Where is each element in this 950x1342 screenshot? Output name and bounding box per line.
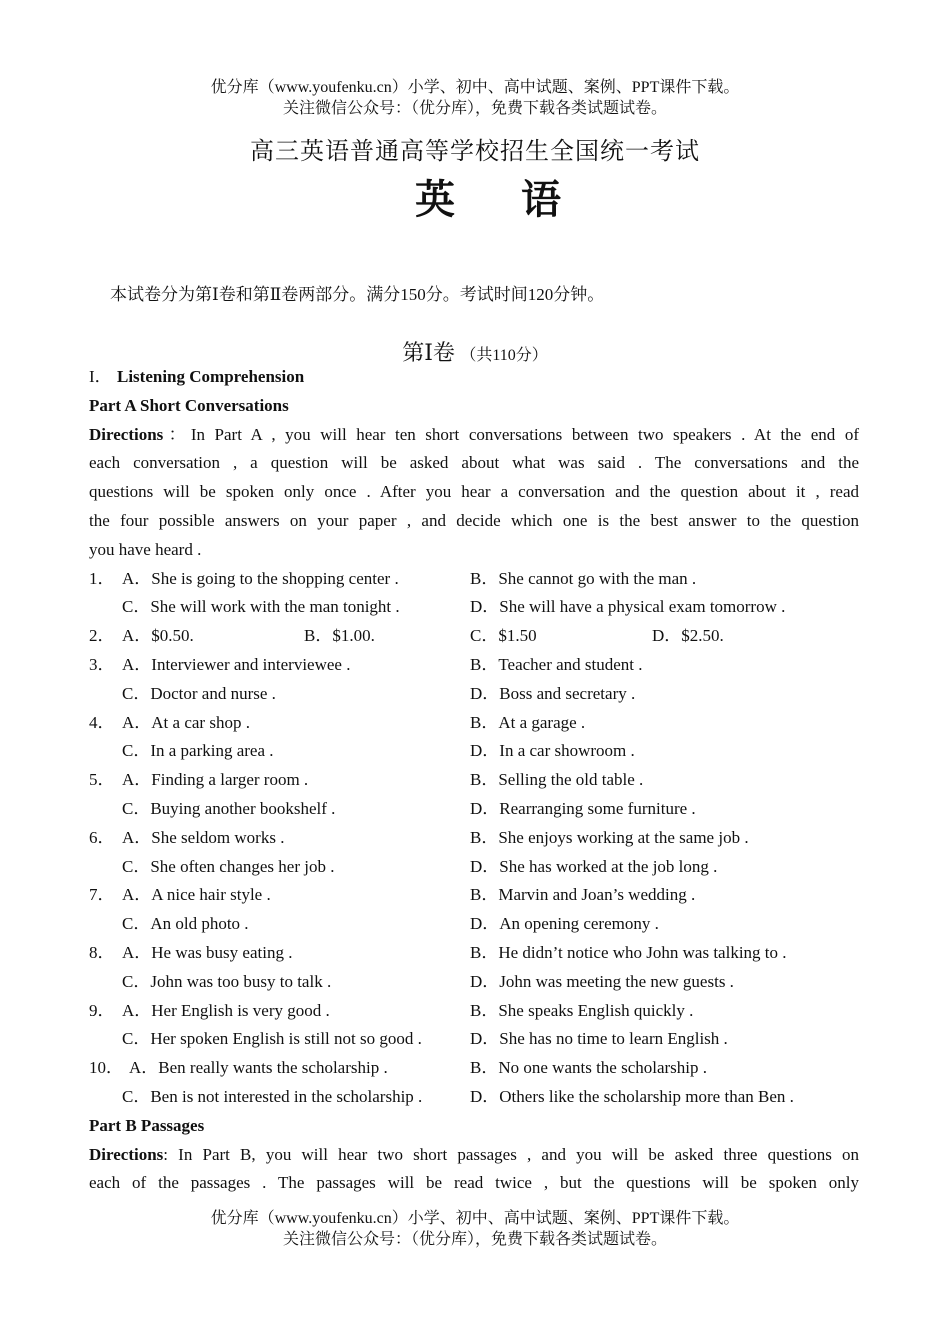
question-number: 7． [89,885,115,905]
question-1 [89,565,859,594]
question-4 [89,709,859,738]
question-6 [89,824,859,853]
question-number: 10． [89,1058,123,1078]
option-b: B．He didn’t notice who John was talking to . [470,942,787,962]
question-10 [89,1054,859,1083]
header-line-2: 关注微信公众号：（优分库），免费下载各类试题试卷。 [282,100,667,117]
option-a: A．A nice hair style . [122,885,271,905]
directions-label: Directions [89,424,164,444]
option-d: D．John was meeting the new guests . [470,971,734,991]
question-2 [89,622,859,651]
option-c: C．John was too busy to talk . [122,971,332,991]
option-a: A．He was busy eating . [122,942,293,962]
option-b: B．Selling the old table . [470,770,644,790]
option-c: C．An old photo . [122,914,249,934]
question-4-cont [89,737,859,766]
directions-line: the four possible answers on your paper , and decide which one is the best answer to the question [89,510,859,530]
part-a-title: Part A Short Conversations [89,395,289,415]
option-a: A．Ben really wants the scholarship . [129,1058,388,1078]
option-c: C．Her spoken English is still not so good . [122,1029,422,1049]
exam-title: 高三英语普通高等学校招生全国统一考试 [250,139,700,165]
question-5-cont [89,795,859,824]
option-b: B．Marvin and Joan’s wedding . [470,885,696,905]
option-d: D．Others like the scholarship more than Ben . [470,1086,794,1106]
option-a: A．At a car shop . [122,712,250,732]
question-number: 5． [89,770,115,790]
question-6-cont [89,853,859,882]
option-d: D．$2.50. [652,626,724,646]
option-d: D．She has no time to learn English . [470,1029,728,1049]
option-b: B．She enjoys working at the same job . [470,827,749,847]
question-3-cont [89,680,859,709]
option-a: A．She is going to the shopping center . [122,568,399,588]
question-9 [89,997,859,1026]
part-b-directions [89,1141,859,1199]
option-c: C．She often changes her job . [122,856,335,876]
question-number: 4． [89,712,115,732]
option-d: D．She will have a physical exam tomorrow . [470,597,786,617]
directions-line: Directions：In Part A , you will hear ten short conversations between two speakers . At the end of [89,424,859,444]
directions-line: Directions: In Part B, you will hear two short passages , and you will be asked three questions on [89,1144,859,1164]
question-5 [89,766,859,795]
footer-line-1: 优分库（www.youfenku.cn）小学、初中、高中试题、案例、PPT课件下载。 [210,1210,740,1227]
option-c: C．Buying another bookshelf . [122,798,336,818]
question-8 [89,939,859,968]
part-1-heading [89,363,859,392]
option-b: B．No one wants the scholarship . [470,1058,708,1078]
part-1-number: I． [89,367,112,386]
part-1-title: Listening Comprehension [117,367,305,386]
option-c: C．Doctor and nurse . [122,683,276,703]
option-b: B．$1.00. [304,626,375,646]
question-number: 2． [89,626,115,646]
option-a: A．$0.50. [122,626,194,646]
section-1-label: 第Ⅰ卷 [402,340,455,365]
directions-line: each conversation , a question will be asked about what was said . The conversations and the [89,453,859,473]
option-d: D．She has worked at the job long . [470,856,718,876]
question-number: 6． [89,827,115,847]
question-7 [89,881,859,910]
exam-intro: 本试卷分为第Ⅰ卷和第Ⅱ卷两部分。满分150分。考试时间120分钟。 [110,285,605,304]
option-a: A．Finding a larger room . [122,770,309,790]
question-8-cont [89,968,859,997]
option-a: A．She seldom works . [122,827,285,847]
option-d: D．Boss and secretary . [470,683,636,703]
directions-label: Directions [89,1144,164,1164]
question-7-cont [89,910,859,939]
part-a-directions [89,421,859,565]
option-b: B．Teacher and student . [470,654,643,674]
option-c: C．She will work with the man tonight . [122,597,400,617]
option-b: B．At a garage . [470,712,586,732]
option-c: C．$1.50 [470,626,537,646]
section-1-score: （共110分） [460,347,548,364]
question-9-cont [89,1025,859,1054]
directions-line: questions will be spoken only once . After you hear a conversation and the question about it , read [89,482,859,502]
footer-line-2: 关注微信公众号：（优分库），免费下载各类试题试卷。 [282,1231,667,1248]
option-b: B．She cannot go with the man . [470,568,697,588]
option-a: A．Her English is very good . [122,1000,330,1020]
option-d: D．Rearranging some furniture . [470,798,696,818]
directions-line: you have heard . [89,539,202,559]
exam-subject: 英 语 [415,177,587,223]
option-a: A．Interviewer and interviewee . [122,654,351,674]
content-body [89,363,859,1198]
header-line-1: 优分库（www.youfenku.cn）小学、初中、高中试题、案例、PPT课件下载。 [210,79,740,96]
option-d: D．In a car showroom . [470,741,635,761]
option-d: D．An opening ceremony . [470,914,659,934]
question-number: 3． [89,654,115,674]
option-b: B．She speaks English quickly . [470,1000,694,1020]
directions-line: each of the passages . The passages will be read twice , but the questions will be spoken only [89,1173,859,1193]
part-b-title: Part B Passages [89,1115,205,1135]
option-c: C．Ben is not interested in the scholarship . [122,1086,423,1106]
question-3 [89,651,859,680]
question-1-cont [89,593,859,622]
question-number: 1． [89,568,115,588]
option-c: C．In a parking area . [122,741,274,761]
question-10-cont [89,1083,859,1112]
question-number: 8． [89,942,115,962]
question-number: 9． [89,1000,115,1020]
